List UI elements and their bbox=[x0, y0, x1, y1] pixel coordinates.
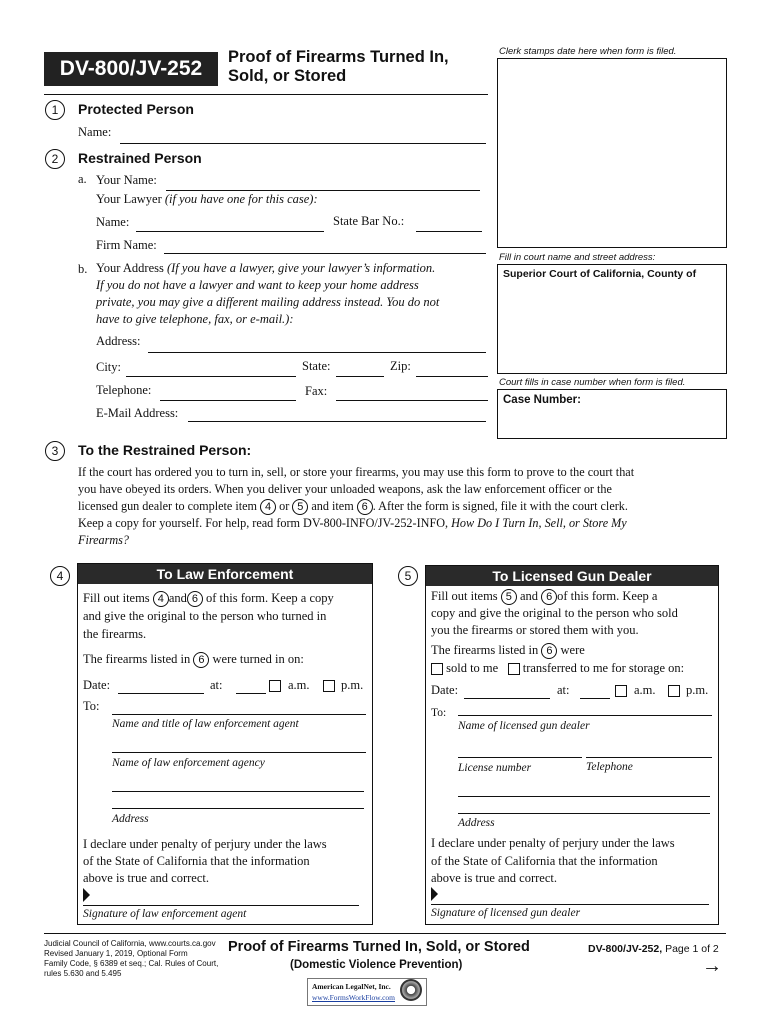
section-3-line5: Firearms? bbox=[78, 533, 130, 547]
gd-sign-arrow-icon bbox=[431, 887, 438, 901]
gd-item-6-ref: 6 bbox=[541, 589, 557, 605]
address-label: Address: bbox=[96, 334, 141, 348]
firm-name-label: Firm Name: bbox=[96, 238, 157, 252]
gd-address-caption: Address bbox=[458, 817, 495, 829]
gd-pm-label: p.m. bbox=[686, 683, 709, 697]
gd-telephone-caption: Telephone bbox=[586, 761, 633, 773]
le-to-label: To: bbox=[83, 699, 100, 713]
gd-telephone-field[interactable] bbox=[586, 757, 712, 758]
le-item-4-ref: 4 bbox=[153, 591, 169, 607]
section-3-line4 bbox=[78, 516, 627, 531]
gd-firearms-listed bbox=[431, 643, 585, 659]
le-listed-b: were turned in on: bbox=[212, 652, 304, 666]
footer-rules: rules 5.630 and 5.495 bbox=[44, 969, 122, 978]
gd-transferred-checkbox[interactable] bbox=[508, 663, 520, 675]
address-note-3: private, you may give a different mailing address instead. You do not bbox=[96, 295, 440, 309]
le-at-label: at: bbox=[210, 678, 223, 692]
le-address-field-1[interactable] bbox=[112, 791, 364, 792]
gd-am-checkbox[interactable] bbox=[615, 685, 627, 697]
form-id-badge: DV-800/JV-252 bbox=[44, 52, 218, 86]
gd-and: and bbox=[519, 589, 538, 603]
gd-listed-a: The firearms listed in bbox=[431, 643, 539, 657]
clerk-stamp-box bbox=[497, 58, 727, 248]
gd-listed-b: were bbox=[560, 643, 585, 657]
footer-title: Proof of Firearms Turned In, Sold, or Stored bbox=[228, 939, 530, 955]
gd-sold-label: sold to me bbox=[446, 661, 499, 675]
gd-am-label: a.m. bbox=[634, 683, 656, 697]
or-text: or bbox=[279, 499, 290, 513]
le-address-field-2[interactable] bbox=[112, 808, 364, 809]
le-sign-arrow-icon bbox=[83, 888, 90, 902]
address-note-4: have to give telephone, fax, or e-mail.): bbox=[96, 312, 294, 326]
law-enforcement-header: To Law Enforcement bbox=[78, 564, 372, 584]
header-rule bbox=[44, 94, 488, 95]
le-am-label: a.m. bbox=[288, 678, 310, 692]
le-instructions-3: the firearms. bbox=[83, 627, 147, 641]
lawyer-label-text: Your Lawyer bbox=[96, 192, 162, 206]
fax-field[interactable] bbox=[336, 400, 488, 401]
le-pm-label: p.m. bbox=[341, 678, 364, 692]
item-a-marker: a. bbox=[78, 172, 87, 186]
state-label: State: bbox=[302, 359, 331, 373]
zip-label: Zip: bbox=[390, 359, 411, 373]
next-page-arrow-icon[interactable]: → bbox=[702, 955, 722, 977]
le-item-6-ref: 6 bbox=[187, 591, 203, 607]
section-1-title: Protected Person bbox=[78, 101, 194, 117]
le-am-checkbox[interactable] bbox=[269, 680, 281, 692]
gd-signature-field[interactable] bbox=[431, 904, 709, 905]
gd-at-label: at: bbox=[557, 683, 570, 697]
footer-revised: Revised January 1, 2019, Optional Form bbox=[44, 949, 188, 958]
section-2-title: Restrained Person bbox=[78, 150, 202, 166]
gd-instructions-3: you the firearms or stored them with you. bbox=[431, 623, 639, 637]
le-date-field[interactable] bbox=[118, 693, 204, 694]
protected-name-label: Name: bbox=[78, 125, 112, 139]
and-item-text: and item bbox=[311, 499, 354, 513]
section-3-line2: you have obeyed its orders. When you deliver your unloaded weapons, ask the law enforcement officer or the bbox=[78, 482, 612, 496]
gun-dealer-header: To Licensed Gun Dealer bbox=[426, 566, 718, 586]
section-3-line3 bbox=[78, 499, 628, 515]
state-field[interactable] bbox=[336, 376, 384, 377]
le-instructions-2: and give the original to the person who turned in bbox=[83, 609, 327, 623]
case-number-label: Case Number: bbox=[503, 394, 581, 406]
footer-family-code: Family Code, § 6389 et seq.; Cal. Rules of Court, bbox=[44, 959, 219, 968]
line3-text-b: . After the form is signed, file it with the court clerk. bbox=[372, 499, 628, 513]
le-p1b: of this form. Keep a copy bbox=[206, 591, 334, 605]
le-signature-field[interactable] bbox=[83, 905, 359, 906]
publisher-logo-icon bbox=[400, 979, 422, 1001]
line4-text-b: How Do I Turn In, Sell, or Store My bbox=[451, 516, 627, 530]
gd-sold-row bbox=[431, 661, 684, 676]
lawyer-name-label: Name: bbox=[96, 215, 130, 229]
your-name-label: Your Name: bbox=[96, 173, 157, 187]
le-time-field[interactable] bbox=[236, 693, 266, 694]
state-bar-label: State Bar No.: bbox=[333, 214, 405, 228]
item-4-ref: 4 bbox=[260, 499, 276, 515]
court-fill-note: Fill in court name and street address: bbox=[499, 252, 656, 263]
le-date-label: Date: bbox=[83, 678, 111, 692]
email-field[interactable] bbox=[188, 421, 486, 422]
footer-council: Judicial Council of California, www.courts.ca.gov bbox=[44, 939, 216, 948]
section-2-number: 2 bbox=[45, 149, 65, 169]
gd-listed-item-6: 6 bbox=[541, 643, 557, 659]
le-agent-name-caption: Name and title of law enforcement agent bbox=[112, 718, 299, 730]
gd-item-5-ref: 5 bbox=[501, 589, 517, 605]
gd-time-field[interactable] bbox=[580, 698, 610, 699]
le-pm-checkbox[interactable] bbox=[323, 680, 335, 692]
footer-page-ref bbox=[588, 943, 719, 955]
publisher-url[interactable]: www.FormsWorkFlow.com bbox=[312, 993, 396, 1002]
case-fill-note: Court fills in case number when form is filed. bbox=[499, 377, 686, 388]
lawyer-name-field[interactable] bbox=[136, 231, 324, 232]
address-note-2: If you do not have a lawyer and want to keep your home address bbox=[96, 278, 419, 292]
le-declare-1: I declare under penalty of perjury under the laws bbox=[83, 837, 327, 851]
le-p1a: Fill out items bbox=[83, 591, 150, 605]
your-address-label bbox=[96, 261, 435, 276]
address-label-text: Your Address bbox=[96, 261, 164, 275]
your-lawyer-label bbox=[96, 192, 318, 207]
gd-pm-checkbox[interactable] bbox=[668, 685, 680, 697]
address-field[interactable] bbox=[148, 352, 486, 353]
item-b-marker: b. bbox=[78, 262, 88, 276]
gd-address-field-1[interactable] bbox=[458, 796, 710, 797]
gd-declare-2: of the State of California that the information bbox=[431, 854, 658, 868]
le-signature-caption: Signature of law enforcement agent bbox=[83, 908, 247, 920]
city-label: City: bbox=[96, 360, 122, 374]
section-5-number: 5 bbox=[398, 566, 418, 586]
le-listed-item-6: 6 bbox=[193, 652, 209, 668]
section-3-number: 3 bbox=[45, 441, 65, 461]
le-instructions-1 bbox=[83, 591, 334, 607]
item-6-ref: 6 bbox=[357, 499, 373, 515]
court-name-box[interactable] bbox=[497, 264, 727, 374]
gd-sold-checkbox[interactable] bbox=[431, 663, 443, 675]
publisher-name: American LegalNet, Inc. bbox=[312, 982, 391, 991]
le-agent-name-field[interactable] bbox=[112, 714, 366, 715]
section-1-number: 1 bbox=[45, 100, 65, 120]
email-label: E-Mail Address: bbox=[96, 406, 179, 420]
zip-field[interactable] bbox=[416, 376, 488, 377]
section-4-number: 4 bbox=[50, 566, 70, 586]
footer-page-number: Page 1 of 2 bbox=[665, 943, 719, 955]
le-declare-2: of the State of California that the information bbox=[83, 854, 310, 868]
footer-form-ref: DV-800/JV-252, bbox=[588, 943, 663, 955]
fax-label: Fax: bbox=[305, 384, 328, 398]
gd-address-field-2[interactable] bbox=[458, 813, 710, 814]
le-firearms-listed bbox=[83, 652, 304, 668]
gd-p1b: of this form. Keep a bbox=[557, 589, 658, 603]
gd-declare-1: I declare under penalty of perjury under the laws bbox=[431, 836, 675, 850]
gd-signature-caption: Signature of licensed gun dealer bbox=[431, 907, 581, 919]
gd-license-caption: License number bbox=[458, 762, 532, 774]
le-and: and bbox=[168, 591, 187, 605]
footer-rule bbox=[44, 933, 726, 934]
item-5-ref: 5 bbox=[292, 499, 308, 515]
gd-p1a: Fill out items bbox=[431, 589, 498, 603]
lawyer-note: (if you have one for this case): bbox=[164, 192, 318, 206]
gd-declare-3: above is true and correct. bbox=[431, 871, 557, 885]
your-name-field[interactable] bbox=[166, 190, 480, 191]
state-bar-field[interactable] bbox=[416, 231, 482, 232]
section-3-line1: If the court has ordered you to turn in, sell, or store your firearms, you may use this form to prove to the court that bbox=[78, 465, 635, 479]
le-agency-caption: Name of law enforcement agency bbox=[112, 757, 265, 769]
gd-to-label: To: bbox=[431, 707, 447, 719]
gd-license-field[interactable] bbox=[458, 757, 582, 758]
city-field[interactable] bbox=[126, 376, 296, 377]
form-title-line2: Sold, or Stored bbox=[228, 67, 347, 85]
telephone-label: Telephone: bbox=[96, 383, 152, 397]
gd-date-label: Date: bbox=[431, 683, 459, 697]
firm-name-field[interactable] bbox=[164, 253, 486, 254]
gd-transferred-label: transferred to me for storage on: bbox=[522, 661, 685, 675]
gd-instructions-2: copy and give the original to the person who sold bbox=[431, 606, 678, 620]
le-listed-a: The firearms listed in bbox=[83, 652, 191, 666]
telephone-field[interactable] bbox=[160, 400, 296, 401]
section-3-title: To the Restrained Person: bbox=[78, 442, 252, 458]
court-name-label: Superior Court of California, County of bbox=[503, 268, 697, 280]
line4-text-a: Keep a copy for yourself. For help, read form DV-800-INFO/JV-252-INFO, bbox=[78, 516, 449, 530]
gd-date-field[interactable] bbox=[464, 698, 550, 699]
le-declare-3: above is true and correct. bbox=[83, 871, 209, 885]
le-agency-field[interactable] bbox=[112, 752, 366, 753]
line3-text-a: licensed gun dealer to complete item bbox=[78, 499, 258, 513]
gd-dealer-name-caption: Name of licensed gun dealer bbox=[458, 720, 590, 732]
gd-instructions-1 bbox=[431, 589, 657, 605]
address-note-1: (If you have a lawyer, give your lawyer’s information. bbox=[166, 261, 436, 275]
form-title-line1: Proof of Firearms Turned In, bbox=[228, 48, 449, 66]
footer-subtitle: (Domestic Violence Prevention) bbox=[290, 959, 463, 971]
clerk-stamp-note: Clerk stamps date here when form is filed. bbox=[499, 46, 677, 57]
le-address-caption: Address bbox=[112, 813, 149, 825]
protected-name-field[interactable] bbox=[120, 143, 486, 144]
gd-dealer-name-field[interactable] bbox=[458, 715, 712, 716]
